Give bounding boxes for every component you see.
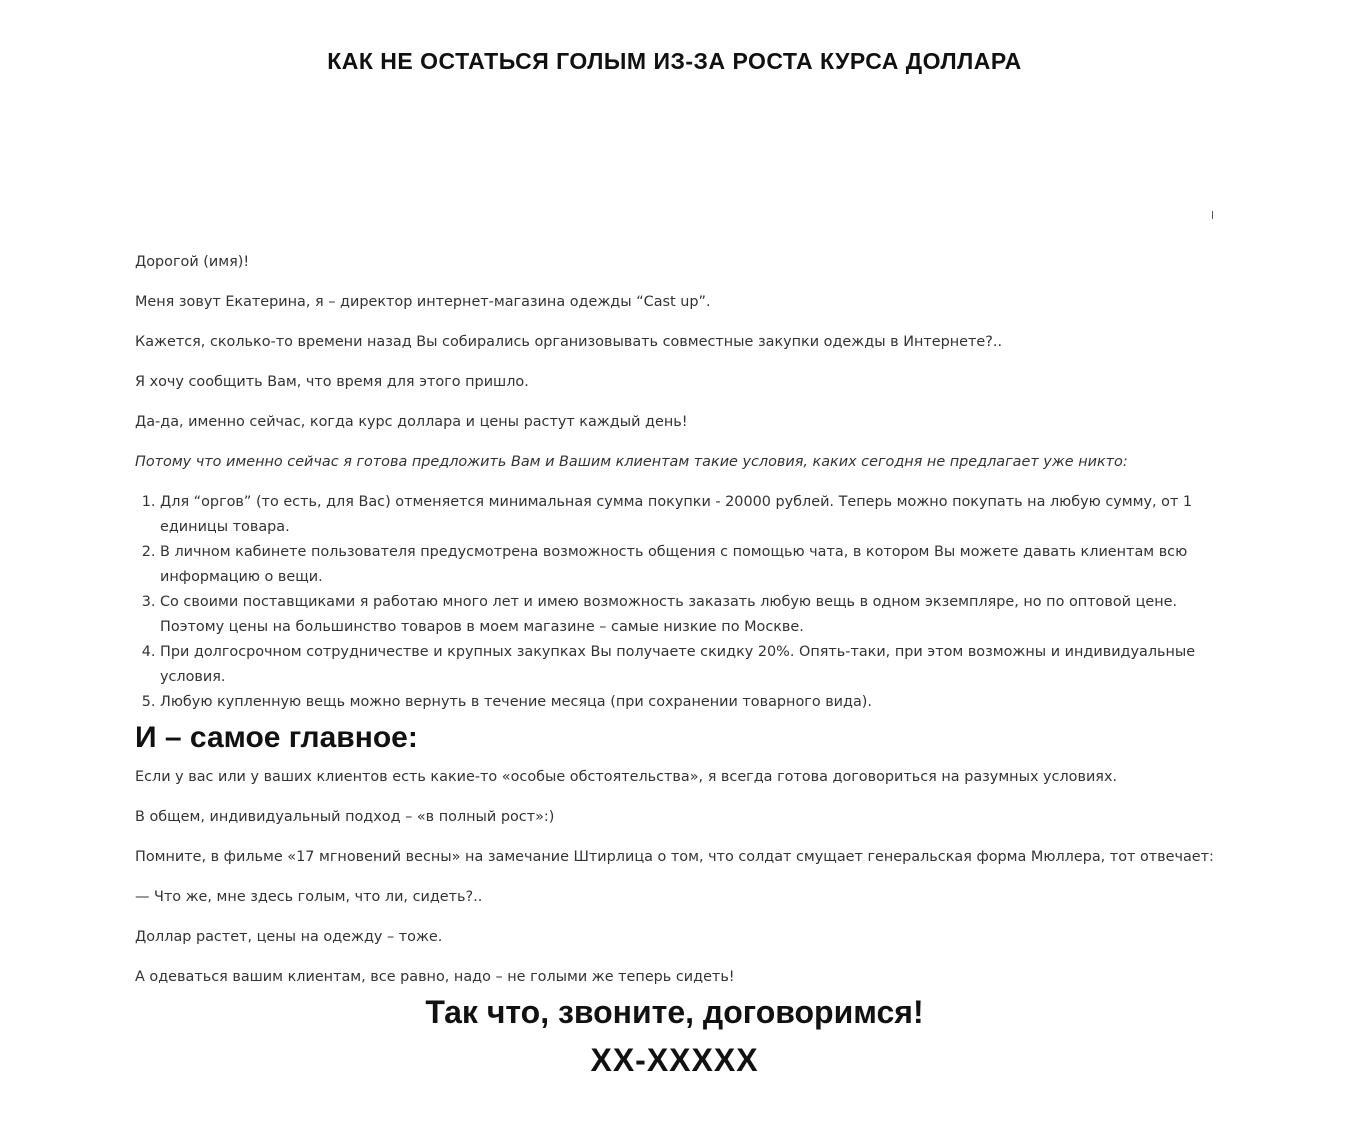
clients-dress-paragraph: А одеваться вашим клиентам, все равно, надо – не голыми же теперь сидеть! — [135, 969, 735, 985]
dollar-rising-paragraph: Доллар растет, цены на одежду – тоже. — [135, 929, 443, 945]
list-item: 5. Любую купленную вещь можно вернуть в течение месяца (при сохранении товарного вида). — [160, 690, 1220, 715]
list-item: 1. Для “оргов” (то есть, для Вас) отменяется минимальная сумма покупки - 20000 рублей. Теперь можно покупать на любую сумму, от 1 единицы товара. — [160, 490, 1220, 540]
emphasis-paragraph: Да-да, именно сейчас, когда курс доллара и цены растут каждый день! — [135, 414, 688, 430]
main-heading: И – самое главное: — [135, 721, 418, 754]
cta-heading: Так что, звоните, договоримся! — [425, 994, 924, 1030]
announcement-paragraph: Я хочу сообщить Вам, что время для этого пришло. — [135, 374, 529, 390]
question-paragraph: Кажется, сколько-то времени назад Вы собирались организовывать совместные закупки одежды в Интернете?.. — [135, 334, 1003, 350]
list-item: 4. При долгосрочном сотрудничестве и крупных закупках Вы получаете скидку 20%. Опять-таки, при этом возможны и индивидуальные условия. — [160, 640, 1220, 690]
movie-reference-paragraph: Помните, в фильме «17 мгновений весны» на замечание Штирлица о том, что солдат смущает генеральская форма Мюллера, тот отвечает: — [135, 849, 1214, 865]
embed-marker — [1212, 211, 1213, 219]
greeting: Дорогой (имя)! — [135, 254, 250, 270]
list-item: 2. В личном кабинете пользователя предусмотрена возможность общения с помощью чата, в котором Вы можете давать клиентам всю информацию о вещи. — [160, 540, 1220, 590]
special-circumstances-paragraph: Если у вас или у ваших клиентов есть какие-то «особые обстоятельства», я всегда готова договориться на разумных условиях. — [135, 769, 1118, 785]
call-to-action — [0, 990, 1349, 1082]
movie-quote-paragraph: — Что же, мне здесь голым, что ли, сидеть?.. — [135, 889, 483, 905]
phone-number: XX-XXXXX — [590, 1042, 759, 1078]
intro-paragraph: Меня зовут Екатерина, я – директор интернет-магазина одежды “Cast up”. — [135, 294, 711, 310]
list-item: 3. Со своими поставщиками я работаю много лет и имею возможность заказать любую вещь в одном экземпляре, но по оптовой цене. Поэтому цены на большинство товаров в моем магазине – самые низкие по Москве. — [160, 590, 1220, 640]
individual-approach-paragraph: В общем, индивидуальный подход – «в полный рост»:) — [135, 809, 555, 825]
offer-intro-paragraph: Потому что именно сейчас я готова предложить Вам и Вашим клиентам такие условия, каких сегодня не предлагает уже никто: — [135, 454, 1128, 470]
conditions-list — [135, 490, 1220, 715]
letter-body — [135, 250, 1220, 1005]
page-title: КАК НЕ ОСТАТЬСЯ ГОЛЫМ ИЗ-ЗА РОСТА КУРСА ДОЛЛАРА — [327, 48, 1022, 74]
